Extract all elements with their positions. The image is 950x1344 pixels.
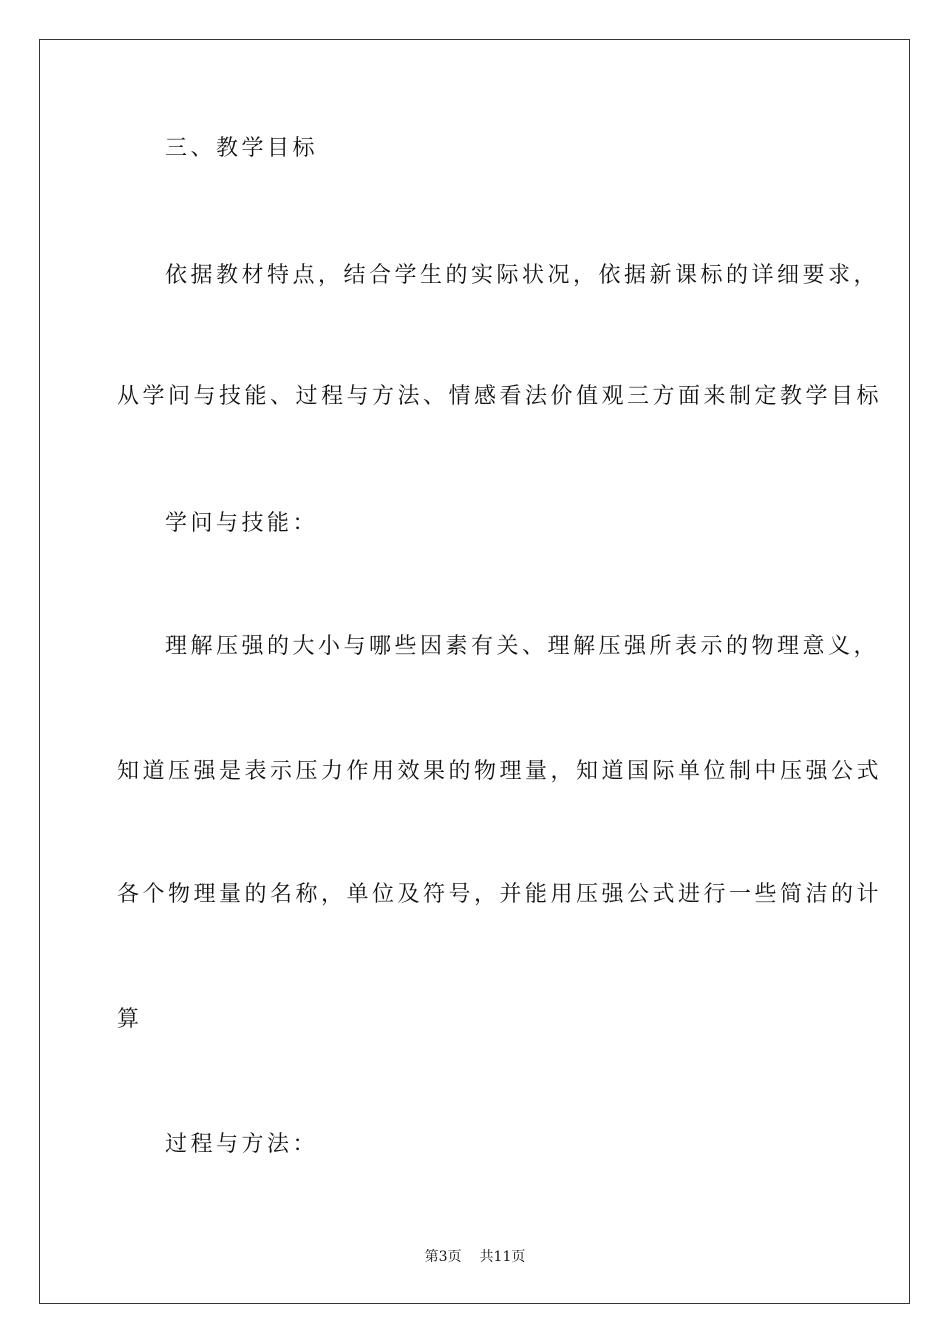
subheading: 过程与方法：	[165, 1132, 319, 1157]
page-border	[39, 39, 910, 1304]
paragraph-line: 理解压强的大小与哪些因素有关、理解压强所表示的物理意义，	[165, 634, 880, 659]
paragraph-line: 知道压强是表示压力作用效果的物理量，知道国际单位制中压强公式	[117, 759, 883, 784]
page-footer	[0, 1248, 950, 1266]
paragraph-line: 从学问与技能、过程与方法、情感看法价值观三方面来制定教学目标	[117, 384, 883, 409]
subheading: 学问与技能：	[165, 511, 319, 536]
paragraph-line: 算	[117, 1007, 143, 1032]
paragraph-line: 依据教材特点，结合学生的实际状况，依据新课标的详细要求，	[165, 263, 880, 288]
page-number: 第3页	[424, 1249, 462, 1265]
section-heading: 三、教学目标	[165, 136, 319, 161]
paragraph-line: 各个物理量的名称，单位及符号，并能用压强公式进行一些简洁的计	[117, 882, 883, 907]
page-total: 共11页	[479, 1249, 526, 1265]
